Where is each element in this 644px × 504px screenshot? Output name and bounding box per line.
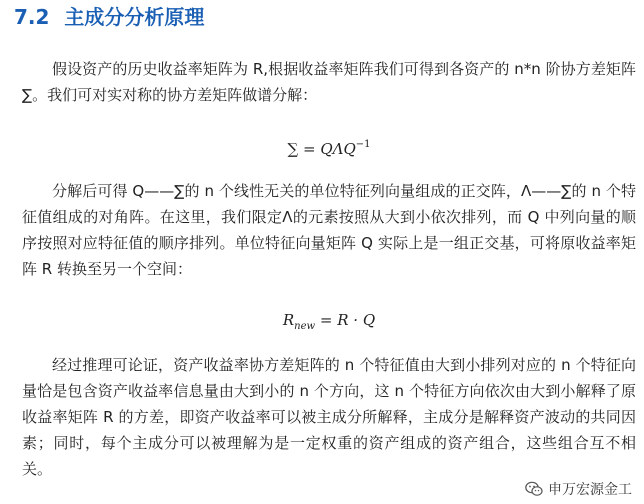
formula-1-lhs: ∑: [287, 140, 299, 158]
section-heading: [14, 2, 204, 32]
formula-1-eq: =: [302, 140, 316, 158]
section-number: 7.2: [14, 5, 50, 29]
source-watermark: [521, 478, 636, 500]
watermark-text: 申万宏源金工: [548, 482, 632, 498]
formula-2-rhs: R · Q: [337, 311, 376, 329]
wechat-icon: [525, 481, 543, 497]
formula-2-eq: =: [319, 311, 333, 329]
paragraph-3: 经过推理可论证，资产收益率协方差矩阵的 n 个特征值由大到小排列对应的 n 个特征向量恰是包含资产收益率信息量由大到小的 n 个方向，这 n 个特征方向依次由大到小解释了原收益率矩阵 R 的方差，即资产收益率可以被主成分所解释，主成分是解释资产波动的共同因素；同时，每个主成分可以被理解为是一定权重的资产组成的资产组合，这些组合互不相关。: [22, 356, 636, 478]
formula-2-subscript: new: [294, 321, 316, 332]
formula-1-exponent: −1: [355, 139, 371, 150]
paragraph-1: 假设资产的历史收益率矩阵为 R,根据收益率矩阵我们可得到各资产的 n*n 阶协方差矩阵∑。我们可对实对称的协方差矩阵做谱分解：: [22, 60, 636, 104]
formula-spectral-decomposition: [22, 133, 636, 157]
formula-1-rhs: QΛQ: [320, 140, 356, 158]
paragraph-2: 分解后可得 Q——∑的 n 个线性无关的单位特征列向量组成的正交阵，Λ——∑的 n 个特征值组成的对角阵。在这里，我们限定Λ的元素按照从大到小依次排列，而 Q 中列向量的顺序按照对应特征值的顺序排列。单位特征向量矩阵 Q 实际上是一组正交基，可将原收益率矩阵 R 转换至另一个空间：: [22, 182, 636, 278]
section-title: 主成分分析原理: [64, 5, 205, 29]
formula-2-lhs: R: [282, 311, 295, 329]
formula-projection: [22, 308, 636, 332]
